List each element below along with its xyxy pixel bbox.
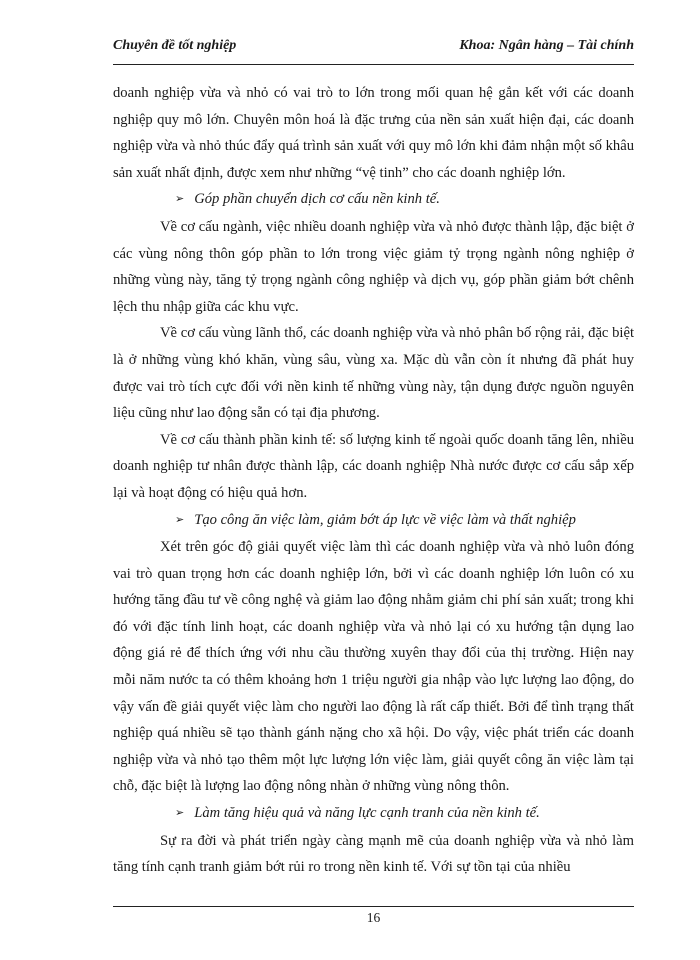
paragraph-3: Về cơ cấu vùng lãnh thổ, các doanh nghiệp vừa và nhỏ phân bố rộng rải, đặc biệt là ở những vùng khó khăn, vùng sâu, vùng xa. Mặc dù vẫn còn ít nhưng đã phát huy được vai trò tích cực đối với nền kinh tế những vùng này, tận dụng được nguồn nguyên liệu cũng như lao động sẵn có tại địa phương. [113,325,634,422]
bullet-heading-1 [113,186,634,214]
footer-divider [113,906,634,907]
header-left-title: Chuyên đề tốt nghiệp [113,38,237,53]
page-number: 16 [366,910,381,925]
bullet-arrow-icon: ➢ [175,513,185,526]
paragraph-5: Xét trên góc độ giải quyết việc làm thì các doanh nghiệp vừa và nhỏ luôn đóng vai trò quan trọng hơn các doanh nghiệp lớn, bởi vì các doanh nghiệp lớn luôn có xu hướng tăng đầu tư về công nghệ và giảm lao động nhằm giảm chi phí sản xuất; trong khi đó với đặc tính linh hoạt, các doanh nghiệp vừa và nhỏ lại có xu hướng tận dụng lao động giá rẻ để thích ứng với nhu cầu thường xuyên thay đổi của thị trường. Hiện nay mỗi năm nước ta có thêm khoảng hơn 1 triệu người gia nhập vào lực lượng lao động, do vậy vấn đề giải quyết việc làm cho người lao động là rất cấp thiết. Bởi để tình trạng thất nghiệp quá nhiều sẽ tạo thành gánh nặng cho xã hội. Do vậy, việc phát triển các doanh nghiệp vừa và nhỏ tạo thêm một lực lượng lớn việc làm, giải quyết công ăn việc làm tại chỗ, đặc biệt là lượng lao động nông nhàn ở những vùng nông thôn. [113,539,634,795]
bullet-arrow-icon: ➢ [175,807,185,820]
bullet-heading-1-text: Góp phần chuyển dịch cơ cấu nền kinh tế. [194,191,440,208]
bullet-arrow-icon: ➢ [175,193,185,206]
bullet-heading-2 [113,507,634,535]
paragraph-6: Sự ra đời và phát triển ngày càng mạnh mẽ của doanh nghiệp vừa và nhỏ làm tăng tính cạnh tranh giảm bớt rủi ro trong nền kinh tế. Với sự tồn tại của nhiều [113,832,634,876]
paragraph-4: Về cơ cấu thành phần kinh tế: số lượng kinh tế ngoài quốc doanh tăng lên, nhiều doanh nghiệp tư nhân được thành lập, các doanh nghiệp Nhà nước được cơ cấu sắp xếp lại và hoạt động có hiệu quả hơn. [113,431,634,501]
bullet-heading-3 [113,800,634,828]
bullet-heading-3-text: Làm tăng hiệu quả và năng lực cạnh tranh của nền kinh tế. [194,805,540,822]
bullet-heading-2-text: Tạo công ăn việc làm, giảm bớt áp lực về việc làm và thất nghiệp [194,511,576,528]
page-header [113,38,634,65]
header-right-title: Khoa: Ngân hàng – Tài chính [459,38,634,53]
paragraph-1: doanh nghiệp vừa và nhỏ có vai trò to lớn trong mối quan hệ gắn kết với các doanh nghiệp quy mô lớn. Chuyên môn hoá là đặc trưng của nền sản xuất hiện đại, các doanh nghiệp vừa và nhỏ thúc đẩy quá trình sản xuất với quy mô lớn khi đảm nhận một số khâu sản xuất nhất định, được xem như những “vệ tinh” cho các doanh nghiệp lớn. [113,85,634,181]
paragraph-2: Về cơ cấu ngành, việc nhiều doanh nghiệp vừa và nhỏ được thành lập, đặc biệt ở các vùng nông thôn góp phần to lớn trong việc giảm tỷ trọng ngành nông nghiệp ở những vùng này, tăng tỷ trọng ngành công nghiệp và dịch vụ, góp phần giảm bớt chênh lệch thu nhập giữa các khu vực. [113,218,634,315]
page-body [113,80,634,881]
